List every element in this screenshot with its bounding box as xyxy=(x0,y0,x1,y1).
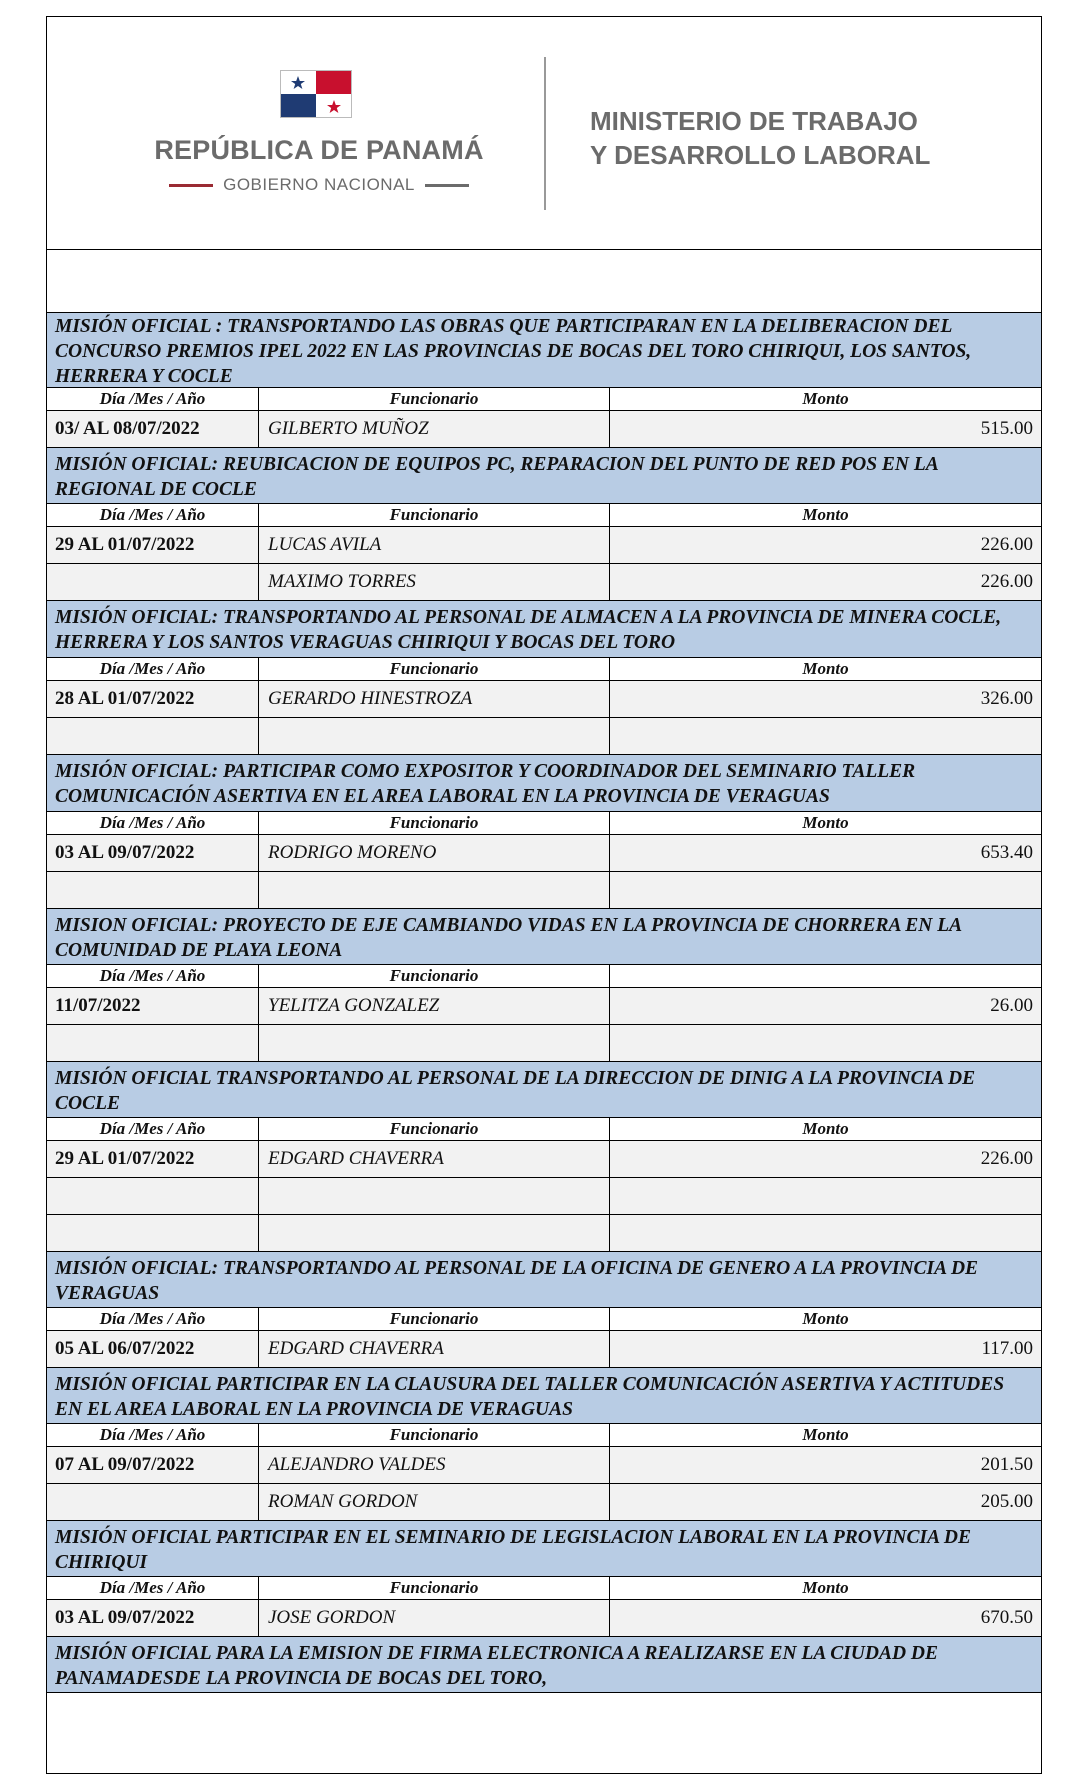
header-date: Día /Mes / Año xyxy=(47,504,259,526)
header-date: Día /Mes / Año xyxy=(47,1577,259,1599)
header-amount: Monto xyxy=(802,1578,849,1597)
mission-title: MISIÓN OFICIAL TRANSPORTANDO AL PERSONAL DE LA DIRECCION DE DINIG A LA PROVINCIA DE COCLE xyxy=(47,1062,1041,1118)
cell-amount: 226.00 xyxy=(980,571,1033,592)
header-official: Funcionario xyxy=(259,1118,610,1140)
missions-table xyxy=(47,313,1041,1693)
cell-date xyxy=(47,1178,259,1214)
header-amount: Monto xyxy=(802,1309,849,1328)
cell-date: 07 AL 09/07/2022 xyxy=(47,1447,259,1483)
government-line xyxy=(157,173,481,197)
table-row xyxy=(47,411,1041,448)
cell-date: 03 AL 09/07/2022 xyxy=(47,1600,259,1636)
cell-date: 29 AL 01/07/2022 xyxy=(47,527,259,563)
cell-official: ALEJANDRO VALDES xyxy=(259,1447,610,1483)
cell-amount: 117.00 xyxy=(981,1338,1033,1359)
government-dash-right xyxy=(425,184,469,187)
cell-amount: 515.00 xyxy=(980,418,1033,439)
flag-quadrant-red xyxy=(316,70,352,94)
cell-amount: 201.50 xyxy=(980,1454,1033,1475)
cell-official: YELITZA GONZALEZ xyxy=(259,988,610,1024)
table-row xyxy=(47,1331,1041,1368)
cell-official xyxy=(259,1178,610,1214)
cell-date: 03/ AL 08/07/2022 xyxy=(47,411,259,447)
table-row xyxy=(47,835,1041,872)
header-amount: Monto xyxy=(802,813,849,832)
cell-amount: 670.50 xyxy=(980,1607,1033,1628)
republic-title: REPÚBLICA DE PANAMÁ xyxy=(154,135,484,165)
mission-title: MISION OFICIAL: PROYECTO DE EJE CAMBIANDO VIDAS EN LA PROVINCIA DE CHORRERA EN LA COMUNIDAD DE PLAYA LEONA xyxy=(47,909,1041,965)
cell-official xyxy=(259,718,610,754)
cell-official: JOSE GORDON xyxy=(259,1600,610,1636)
cell-official: ROMAN GORDON xyxy=(259,1484,610,1520)
header-amount: Monto xyxy=(802,389,849,408)
cell-date xyxy=(47,718,259,754)
cell-amount: 205.00 xyxy=(980,1491,1033,1512)
cell-official xyxy=(259,1215,610,1251)
ministry-line1: MINISTERIO DE TRABAJO xyxy=(590,106,918,136)
ministry-name xyxy=(590,104,1010,172)
header-official: Funcionario xyxy=(259,658,610,680)
header-official: Funcionario xyxy=(259,504,610,526)
cell-date xyxy=(47,872,259,908)
flag-quadrant-blue xyxy=(280,94,316,118)
cell-amount xyxy=(610,1215,1041,1251)
cell-amount: 226.00 xyxy=(980,534,1033,555)
cell-amount xyxy=(610,1025,1041,1061)
header-amount: Monto xyxy=(802,1425,849,1444)
government-dash-left xyxy=(169,184,213,187)
cell-date xyxy=(47,564,259,600)
cell-date: 05 AL 06/07/2022 xyxy=(47,1331,259,1367)
cell-date: 03 AL 09/07/2022 xyxy=(47,835,259,871)
table-row xyxy=(47,988,1041,1025)
table-row xyxy=(47,1178,1041,1215)
header-date: Día /Mes / Año xyxy=(47,1308,259,1330)
table-row xyxy=(47,1600,1041,1637)
header-official: Funcionario xyxy=(259,1577,610,1599)
cell-amount xyxy=(610,872,1041,908)
header-amount: Monto xyxy=(802,505,849,524)
column-header-row xyxy=(47,658,1041,681)
mission-title: MISIÓN OFICIAL PARTICIPAR EN LA CLAUSURA DEL TALLER COMUNICACIÓN ASERTIVA Y ACTITUDES EN EL AREA LABORAL EN LA PROVINCIA DE VERAGUAS xyxy=(47,1368,1041,1424)
cell-official xyxy=(259,1025,610,1061)
government-label: GOBIERNO NACIONAL xyxy=(223,175,415,194)
column-header-row xyxy=(47,1308,1041,1331)
table-row xyxy=(47,564,1041,601)
header-date: Día /Mes / Año xyxy=(47,658,259,680)
panama-flag-icon xyxy=(280,70,352,118)
mission-title: MISIÓN OFICIAL: PARTICIPAR COMO EXPOSITOR Y COORDINADOR DEL SEMINARIO TALLER COMUNICACIÓN ASERTIVA EN EL AREA LABORAL EN LA PROVINCIA DE VERAGUAS xyxy=(47,755,1041,812)
table-row xyxy=(47,1215,1041,1252)
ministry-line2: Y DESARROLLO LABORAL xyxy=(590,140,931,170)
cell-official: LUCAS AVILA xyxy=(259,527,610,563)
header-official: Funcionario xyxy=(259,388,610,410)
cell-date: 28 AL 01/07/2022 xyxy=(47,681,259,717)
table-row xyxy=(47,681,1041,718)
mission-title: MISIÓN OFICIAL: TRANSPORTANDO AL PERSONAL DE ALMACEN A LA PROVINCIA DE MINERA COCLE, HERRERA Y LOS SANTOS VERAGUAS CHIRIQUI Y BOCAS DEL TORO xyxy=(47,601,1041,658)
cell-official: GERARDO HINESTROZA xyxy=(259,681,610,717)
column-header-row xyxy=(47,1424,1041,1447)
mission-title: MISIÓN OFICIAL: TRANSPORTANDO AL PERSONAL DE LA OFICINA DE GENERO A LA PROVINCIA DE VERAGUAS xyxy=(47,1252,1041,1308)
logo-separator xyxy=(544,57,546,210)
cell-official xyxy=(259,872,610,908)
blank-row xyxy=(47,250,1041,313)
cell-date xyxy=(47,1484,259,1520)
column-header-row xyxy=(47,388,1041,411)
cell-amount: 226.00 xyxy=(980,1148,1033,1169)
table-row xyxy=(47,1141,1041,1178)
table-row xyxy=(47,872,1041,909)
cell-amount xyxy=(610,718,1041,754)
header-official: Funcionario xyxy=(259,1424,610,1446)
header-official: Funcionario xyxy=(259,1308,610,1330)
cell-amount: 26.00 xyxy=(990,995,1033,1016)
cell-date: 29 AL 01/07/2022 xyxy=(47,1141,259,1177)
document-page xyxy=(46,16,1042,1774)
cell-date: 11/07/2022 xyxy=(47,988,259,1024)
column-header-row xyxy=(47,504,1041,527)
table-row xyxy=(47,527,1041,564)
cell-official: GILBERTO MUÑOZ xyxy=(259,411,610,447)
mission-title: MISIÓN OFICIAL: REUBICACION DE EQUIPOS PC, REPARACION DEL PUNTO DE RED POS EN LA REGIONAL DE COCLE xyxy=(47,448,1041,504)
column-header-row xyxy=(47,1577,1041,1600)
mission-title: MISIÓN OFICIAL PARA LA EMISION DE FIRMA ELECTRONICA A REALIZARSE EN LA CIUDAD DE PANAMADESDE LA PROVINCIA DE BOCAS DEL TORO, xyxy=(47,1637,1041,1693)
cell-amount: 326.00 xyxy=(980,688,1033,709)
header-date: Día /Mes / Año xyxy=(47,965,259,987)
cell-date xyxy=(47,1025,259,1061)
header-amount: Monto xyxy=(802,659,849,678)
cell-official: EDGARD CHAVERRA xyxy=(259,1331,610,1367)
column-header-row xyxy=(47,965,1041,988)
header-date: Día /Mes / Año xyxy=(47,812,259,834)
cell-date xyxy=(47,1215,259,1251)
column-header-row xyxy=(47,812,1041,835)
cell-official: MAXIMO TORRES xyxy=(259,564,610,600)
header-amount xyxy=(610,965,1041,987)
column-header-row xyxy=(47,1118,1041,1141)
cell-amount: 653.40 xyxy=(980,842,1033,863)
header-official: Funcionario xyxy=(259,965,610,987)
header-date: Día /Mes / Año xyxy=(47,1118,259,1140)
header-date: Día /Mes / Año xyxy=(47,388,259,410)
header-date: Día /Mes / Año xyxy=(47,1424,259,1446)
cell-official: RODRIGO MORENO xyxy=(259,835,610,871)
cell-amount xyxy=(610,1178,1041,1214)
table-row xyxy=(47,1025,1041,1062)
table-row xyxy=(47,1484,1041,1521)
mission-title: MISIÓN OFICIAL : TRANSPORTANDO LAS OBRAS QUE PARTICIPARAN EN LA DELIBERACION DEL CONCURSO PREMIOS IPEL 2022 EN LAS PROVINCIAS DE BOCAS DEL TORO CHIRIQUI, LOS SANTOS, HERRERA Y COCLE xyxy=(47,313,1041,388)
mission-title: MISIÓN OFICIAL PARTICIPAR EN EL SEMINARIO DE LEGISLACION LABORAL EN LA PROVINCIA DE CHIRIQUI xyxy=(47,1521,1041,1577)
document-header xyxy=(47,17,1041,250)
cell-official: EDGARD CHAVERRA xyxy=(259,1141,610,1177)
header-official: Funcionario xyxy=(259,812,610,834)
table-row xyxy=(47,718,1041,755)
table-row xyxy=(47,1447,1041,1484)
header-amount: Monto xyxy=(802,1119,849,1138)
